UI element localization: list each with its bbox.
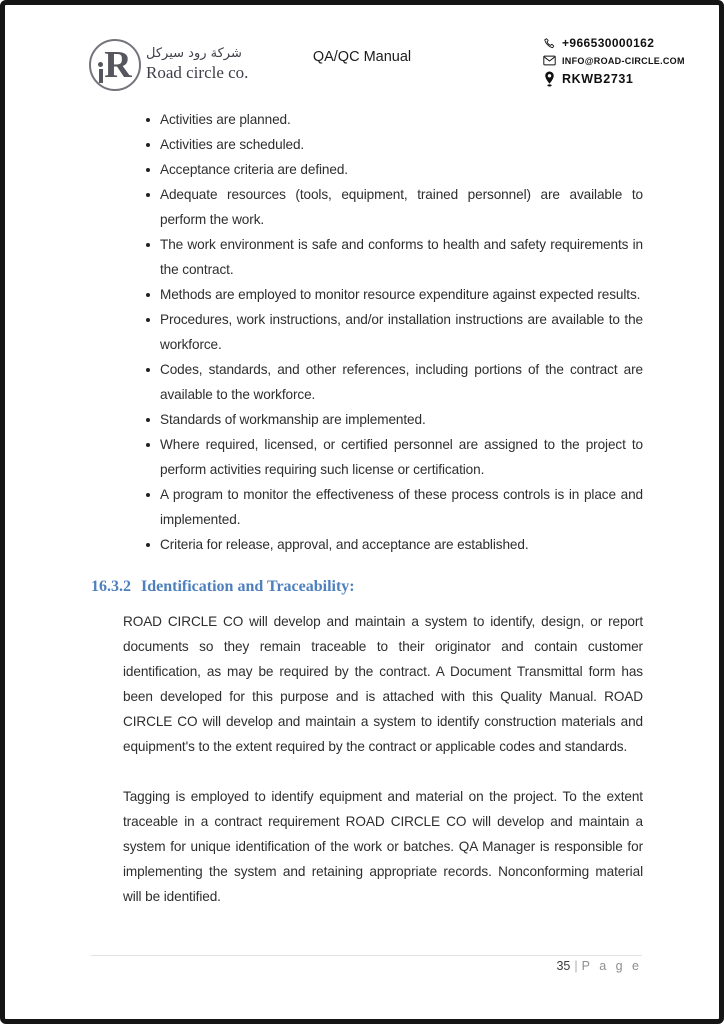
phone-number: +966530000162 (562, 36, 655, 50)
bullet-item: Methods are employed to monitor resource expenditure against expected results. (146, 282, 643, 307)
location-pin-icon (542, 71, 557, 87)
company-name-arabic: شركة رود سيركل (146, 46, 242, 62)
logo-i-stem (99, 69, 103, 83)
bullet-item: A program to monitor the effectiveness of these process controls is in place and implemented. (146, 482, 643, 532)
paragraph: ROAD CIRCLE CO will develop and maintain a system to identify, design, or report documents so they remain traceable to their originator and contain customer identification, as may be required by the contract. A Document Transmittal form has been developed for this purpose and is attached with this Quality Manual. ROAD CIRCLE CO will develop and maintain a system to identify construction materials and equipment's to the extent required by the contract or applicable codes and standards. (123, 614, 643, 754)
bullet-item: Criteria for release, approval, and acceptance are established. (146, 532, 643, 557)
bullet-item: Standards of workmanship are implemented. (146, 407, 643, 432)
location-code: RKWB2731 (562, 72, 634, 86)
contact-info (542, 36, 685, 92)
logo-monogram-circle (89, 39, 141, 91)
contact-email-row (542, 55, 685, 66)
bullet-item: Procedures, work instructions, and/or installation instructions are available to the workforce. (146, 307, 643, 357)
bullet-item: Where required, licensed, or certified personnel are assigned to the project to perform activities requiring such license or certification. (146, 432, 643, 482)
page-label: P a g e (581, 959, 642, 973)
footer-divider (91, 955, 642, 956)
company-logo (89, 39, 248, 91)
bullet-item: Codes, standards, and other references, including portions of the contract are available to the workforce. (146, 357, 643, 407)
page-number-separator: | (574, 959, 578, 973)
section-title: Identification and Traceability: (141, 578, 355, 595)
page-content (91, 107, 643, 934)
email-address: INFO@ROAD-CIRCLE.COM (562, 55, 685, 66)
bullet-item: Acceptance criteria are defined. (146, 157, 643, 182)
logo-letter: R (104, 44, 132, 86)
bullet-list (91, 107, 643, 557)
company-name-english: Road circle co. (146, 63, 249, 83)
page-number: 35 (556, 959, 571, 973)
bullet-item: Activities are planned. (146, 107, 643, 132)
contact-phone-row (542, 36, 685, 50)
bullet-item: Adequate resources (tools, equipment, trained personnel) are available to perform the work. (146, 182, 643, 232)
contact-location-row (542, 71, 685, 87)
document-title: QA/QC Manual (312, 49, 412, 65)
section-body (91, 609, 643, 909)
section-heading (91, 578, 643, 596)
phone-icon (542, 37, 557, 50)
page-footer (91, 955, 642, 973)
paragraph: Tagging is employed to identify equipment and material on the project. To the extent traceable in a contract requirement ROAD CIRCLE CO will develop and maintain a system for unique identification of the work or batches. QA Manager is responsible for implementing the system and retaining appropriate records. Nonconforming material will be identified. (123, 789, 643, 904)
email-icon (542, 55, 557, 66)
section-number: 16.3.2 (91, 578, 131, 595)
page-number-block (91, 959, 642, 973)
bullet-item: Activities are scheduled. (146, 132, 643, 157)
bullet-item: The work environment is safe and conforms to health and safety requirements in the contract. (146, 232, 643, 282)
